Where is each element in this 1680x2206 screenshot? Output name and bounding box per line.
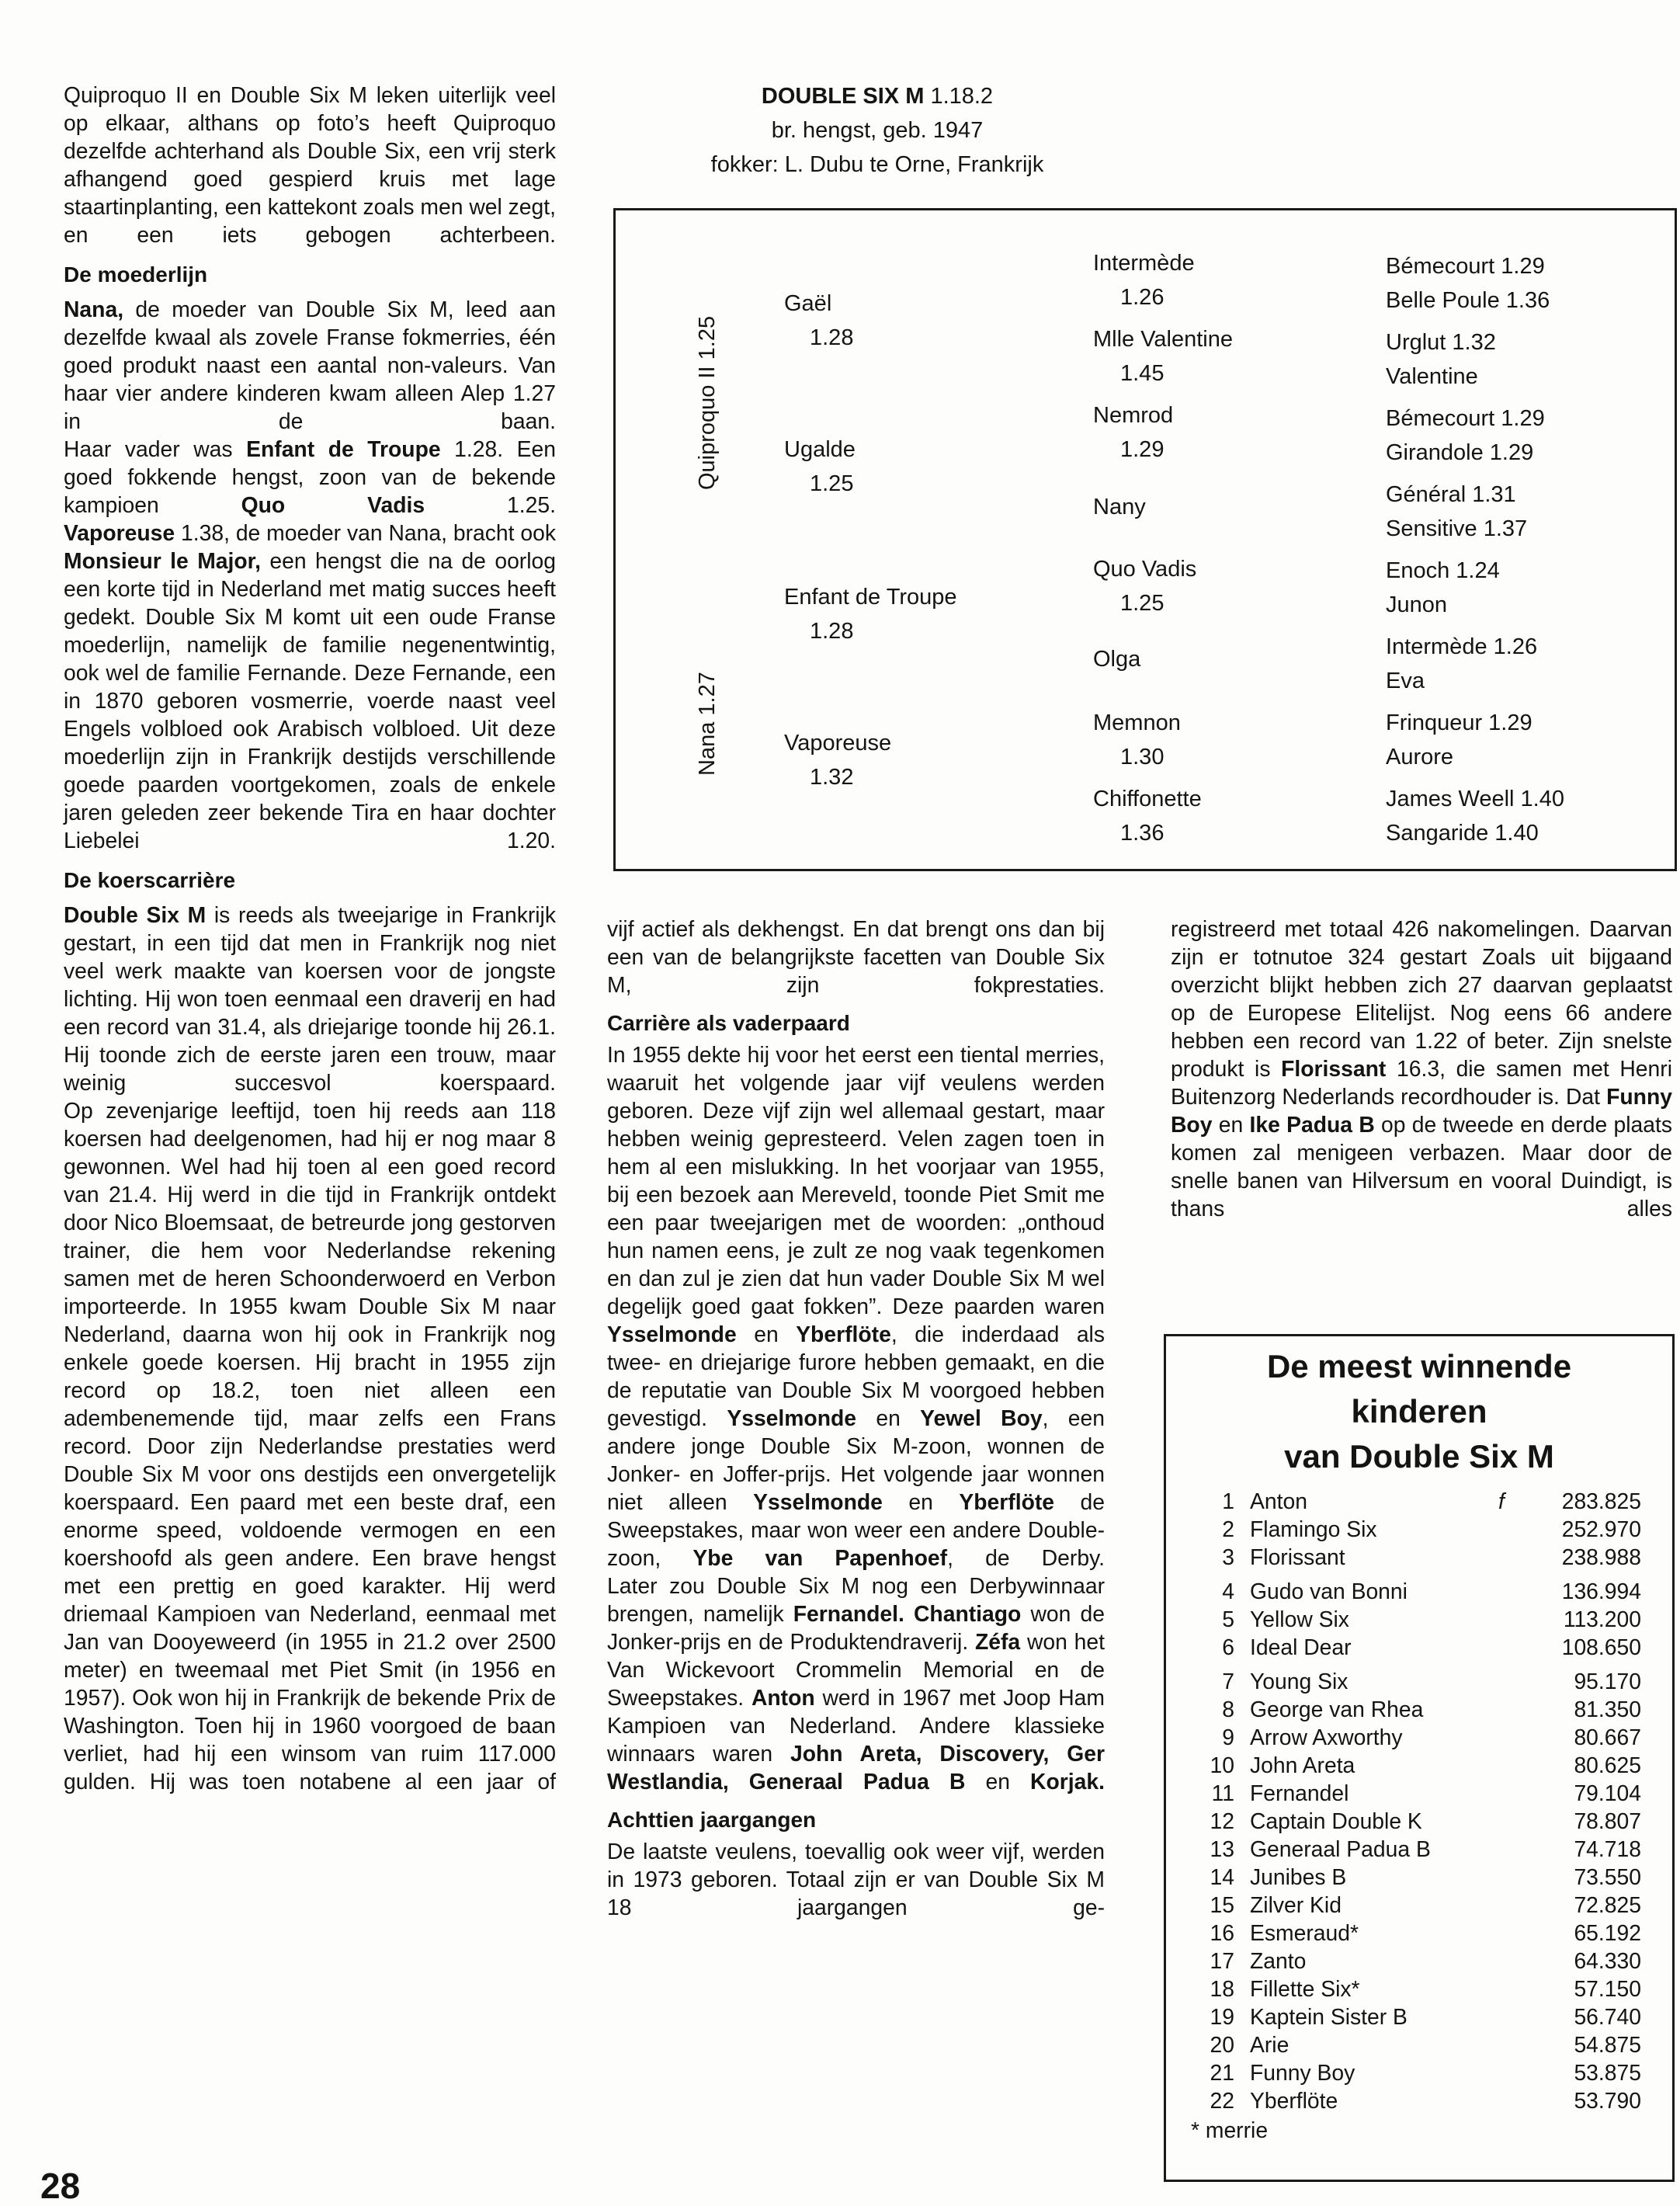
pedigree-entry: Général 1.31 bbox=[1386, 482, 1516, 507]
column-middle bbox=[607, 915, 1105, 1921]
earnings: 283.825 bbox=[1561, 1489, 1641, 1513]
table-row bbox=[1188, 1751, 1654, 1779]
pedigree-record: 1.25 bbox=[810, 471, 854, 496]
rank: 17 bbox=[1210, 1948, 1234, 1973]
horse-name: Generaal Padua B bbox=[1250, 1836, 1431, 1861]
pedigree-table bbox=[613, 208, 1677, 871]
section-heading: De koerscarrière bbox=[64, 868, 236, 892]
rank: 21 bbox=[1210, 2060, 1234, 2085]
sire-label: Quiproquo II 1.25 bbox=[695, 315, 720, 490]
earnings: 54.875 bbox=[1574, 2032, 1641, 2057]
paragraph: Quiproquo II en Double Six M leken uiterlijk veel op elkaar, althans op foto’s heeft Quiproquo dezelfde achterhand als Double Six, een vrij sterk afhangend goed gespierd kruis met lage staartinplanting, een kattekont zoals men wel zegt, en een iets gebogen achterbeen. bbox=[64, 82, 556, 247]
rank: 15 bbox=[1210, 1892, 1234, 1917]
rank: 12 bbox=[1210, 1808, 1234, 1833]
paragraph: registreerd met totaal 426 nakomelingen. Daarvan zijn er totnutoe 324 gestart Zoals uit bijgaand overzicht blijkt hebben zich 27 daarvan geplaatst op de Europese Elitelijst. Nog eens 66 andere hebben een record van 1.22 of beter. Zijn snelste produkt is Florissant 16.3, die samen met Henri Buitenzorg Nederlands recordhouder is. Dat Funny Boy en Ike Padua B op de tweede en derde plaats komen zal menigeen verbazen. Maar door de snelle banen van Hilversum en vooral Duindigt, is thans alles bbox=[1171, 916, 1672, 1221]
pedigree-entry: Intermède 1.26 bbox=[1386, 634, 1538, 659]
horse-title bbox=[613, 79, 1141, 113]
earnings: 80.625 bbox=[1574, 1753, 1641, 1777]
pedigree-record: 1.25 bbox=[1120, 591, 1165, 616]
rank: 10 bbox=[1210, 1753, 1234, 1777]
table-row bbox=[1188, 1779, 1654, 1807]
section-heading: De moederlijn bbox=[64, 262, 208, 287]
pedigree-entry: Eva bbox=[1386, 669, 1425, 693]
paragraph: In 1955 dekte hij voor het eerst een tiental merries, waaruit het volgende jaar vijf veulens werden geboren. Deze vijf zijn wel allemaal gestart, maar hebben weinig gepresteerd. Velen zagen toen in hem al een mislukking. In het voorjaar van 1955, bij een bezoek aan Mereveld, toonde Piet Smit me een paar tweejarigen met de woorden: „onthoud hun namen eens, je zult ze nog vaak tegenkomen en dan zul je zien dat hun vader Double Six M wel degelijk goed gaat fokken”. Deze paarden waren Ysselmonde en Yberflöte, die inderdaad als twee- en driejarige furore hebben gemaakt, en die de reputatie van Double Six M voorgoed hebben gevestigd. Ysselmonde en Yewel Boy, een andere jonge Double Six M-zoon, wonnen de Jonker- en Joffer-prijs. Het volgende jaar wonnen niet alleen Ysselmonde en Yberflöte de Sweepstakes, maar won weer een andere Double-zoon, Ybe van Papenhoef, de Derby. bbox=[607, 1042, 1106, 1570]
pedigree-entry: Bémecourt 1.29 bbox=[1386, 254, 1545, 279]
earnings: 113.200 bbox=[1563, 1607, 1641, 1631]
column-left bbox=[64, 81, 556, 1795]
pedigree-record: 1.28 bbox=[810, 619, 854, 644]
rank: 2 bbox=[1222, 1516, 1234, 1541]
table-row bbox=[1188, 1515, 1654, 1543]
pedigree-entry: Memnon bbox=[1093, 710, 1181, 735]
earnings: 57.150 bbox=[1574, 1976, 1641, 2001]
pedigree-entry: Enfant de Troupe bbox=[784, 585, 957, 610]
paragraph: De laatste veulens, toevallig ook weer vijf, werden in 1973 geboren. Totaal zijn er van Double Six M 18 jaargangen ge- bbox=[607, 1839, 1105, 1919]
horse-name: Flamingo Six bbox=[1250, 1516, 1377, 1541]
section-heading: Achttien jaargangen bbox=[607, 1808, 817, 1832]
horse-name: Florissant bbox=[1250, 1544, 1345, 1569]
column-right bbox=[1171, 915, 1672, 1222]
table-row bbox=[1188, 1723, 1654, 1751]
pedigree-entry: Bémecourt 1.29 bbox=[1386, 406, 1545, 431]
winners-table bbox=[1164, 1334, 1675, 2182]
pedigree-entry: Nemrod bbox=[1093, 403, 1174, 428]
pedigree-entry: Olga bbox=[1093, 647, 1141, 672]
table-row bbox=[1188, 1667, 1654, 1695]
page-number: 28 bbox=[40, 2166, 81, 2206]
table-row bbox=[1188, 1633, 1654, 1661]
earnings: 79.104 bbox=[1574, 1780, 1641, 1805]
pedigree-entry: Urglut 1.32 bbox=[1386, 330, 1496, 355]
pedigree-record: 1.36 bbox=[1120, 821, 1165, 846]
paragraph: Op zevenjarige leeftijd, toen hij reeds aan 118 koersen had deelgenomen, had hij er nog maar 8 gewonnen. Wel had hij toen al een goed record van 21.4. Hij werd in die tijd in Frankrijk ontdekt door Nico Bloemsaat, de betreurde jong gestorven trainer, die hem voor Nederlandse rekening samen met de heren Schoonderwoerd en Verbon importeerde. In 1955 kwam Double Six M naar Nederland, daarna won hij ook in Frankrijk nog enkele goede koersen. Hij bracht in 1955 zijn record op 18.2, toen niet alleen een adembenemende tijd, maar zelfs een Frans record. Door zijn Nederlandse prestaties werd Double Six M voor ons destijds een onvergetelijk koerspaard. Een paard met een beste draf, een enorme speed, voldoende vermogen en een koershoofd als geen andere. Een brave hengst met een prettig en goed karakter. Hij werd driemaal Kampioen van Nederland, eenmaal met Jan van Dooyeweerd (in 1955 in 21.2 over 2500 meter) en tweemaal met Piet Smit (in 1956 en 1957). Ook won hij in Frankrijk de bekende Prix de Washington. Toen hij in 1960 voorgoed de baan verliet, had hij een winsom van ruim 117.000 gulden. Hij was toen notabene al een jaar of bbox=[64, 1098, 556, 1794]
rank: 16 bbox=[1210, 1920, 1234, 1945]
table-row bbox=[1188, 2058, 1654, 2086]
paragraph: vijf actief als dekhengst. En dat brengt ons dan bij een van de belangrijkste facetten van Double Six M, zijn fokprestaties. bbox=[607, 916, 1105, 997]
pedigree-entry: Girandole 1.29 bbox=[1386, 440, 1534, 465]
horse-name: Kaptein Sister B bbox=[1250, 2004, 1408, 2029]
horse-name: Zilver Kid bbox=[1250, 1892, 1342, 1917]
paragraph: Double Six M is reeds als tweejarige in Frankrijk gestart, in een tijd dat men in Frankrijk nog niet veel werk maakte van koersen voor de jongste lichting. Hij won toen eenmaal een draverij en had een record van 31.4, als driejarige toonde hij 26.1. Hij toonde zich de eerste jaren een trouw, maar weinig succesvol koerspaard. bbox=[64, 902, 556, 1095]
table-row bbox=[1188, 1891, 1654, 1919]
rank: 4 bbox=[1222, 1579, 1234, 1603]
rank: 19 bbox=[1210, 2004, 1234, 2029]
pedigree-record: 1.30 bbox=[1120, 745, 1165, 769]
table-row bbox=[1188, 1975, 1654, 2003]
horse-name: Esmeraud* bbox=[1250, 1920, 1359, 1945]
paragraph: Nana, de moeder van Double Six M, leed aan dezelfde kwaal als zovele Franse fokmerries, één goed produkt naast een aantal non-valeurs. Van haar vier andere kinderen kwam alleen Alep 1.27 in de baan. bbox=[64, 297, 556, 433]
earnings: 81.350 bbox=[1574, 1697, 1641, 1721]
winners-list bbox=[1188, 1487, 1654, 2114]
rank: 13 bbox=[1210, 1836, 1234, 1861]
table-row bbox=[1188, 1835, 1654, 1863]
pedigree-entry: Sensitive 1.37 bbox=[1386, 516, 1528, 541]
section-heading: Carrière als vaderpaard bbox=[607, 1011, 850, 1035]
horse-name: Ideal Dear bbox=[1250, 1635, 1352, 1659]
paragraph: Vaporeuse 1.38, de moeder van Nana, bracht ook Monsieur le Major, een hengst die na de oorlog een korte tijd in Nederland met matig succes heeft gedekt. Double Six M komt uit een oude Franse moederlijn, namelijk de familie negenentwintig, ook wel de familie Fernande. Deze Fernande, een in 1870 geboren vosmerrie, voerde naast veel Engels volbloed ook Arabisch volbloed. Uit deze moederlijn zijn in Frankrijk destijds verschillende goede paarden voortgekomen, zoals de enkele jaren geleden zeer bekende Tira en haar dochter Liebelei 1.20. bbox=[64, 520, 556, 853]
rank: 11 bbox=[1211, 1780, 1234, 1805]
table-row bbox=[1188, 1577, 1654, 1605]
pedigree-record: 1.45 bbox=[1120, 361, 1165, 386]
earnings: 78.807 bbox=[1574, 1808, 1641, 1833]
pedigree-entry: Intermède bbox=[1093, 251, 1195, 276]
earnings: 238.988 bbox=[1561, 1544, 1641, 1569]
pedigree-entry: Belle Poule 1.36 bbox=[1386, 288, 1550, 313]
pedigree-entry: Mlle Valentine bbox=[1093, 327, 1234, 352]
pedigree-record: 1.29 bbox=[1120, 437, 1165, 462]
pedigree-entry: Quo Vadis bbox=[1093, 557, 1197, 582]
earnings: 53.875 bbox=[1574, 2060, 1641, 2085]
table-row bbox=[1188, 1605, 1654, 1633]
table-row bbox=[1188, 1695, 1654, 1723]
dam-label: Nana 1.27 bbox=[695, 672, 720, 776]
earnings: 56.740 bbox=[1574, 2004, 1641, 2029]
rank: 6 bbox=[1222, 1635, 1234, 1659]
horse-name: Anton bbox=[1250, 1489, 1307, 1513]
table-row bbox=[1188, 1487, 1654, 1515]
earnings: 73.550 bbox=[1574, 1864, 1641, 1889]
pedigree-entry: Nany bbox=[1093, 495, 1146, 519]
horse-description: br. hengst, geb. 1947 bbox=[771, 118, 984, 143]
earnings: 136.994 bbox=[1561, 1579, 1641, 1603]
horse-name: Junibes B bbox=[1250, 1864, 1347, 1889]
earnings: 95.170 bbox=[1574, 1669, 1641, 1694]
earnings: 72.825 bbox=[1574, 1892, 1641, 1917]
pedigree-entry: Chiffonette bbox=[1093, 787, 1202, 811]
rank: 1 bbox=[1222, 1489, 1234, 1513]
pedigree-entry: Vaporeuse bbox=[784, 731, 892, 756]
table-row bbox=[1188, 2003, 1654, 2031]
rank: 22 bbox=[1210, 2088, 1234, 2113]
rank: 5 bbox=[1222, 1607, 1234, 1631]
horse-name: Zanto bbox=[1250, 1948, 1307, 1973]
pedigree-record: 1.32 bbox=[810, 765, 854, 790]
horse-name: George van Rhea bbox=[1250, 1697, 1424, 1721]
earnings: 80.667 bbox=[1574, 1725, 1641, 1749]
horse-name: Gudo van Bonni bbox=[1250, 1579, 1408, 1603]
horse-name: John Areta bbox=[1250, 1753, 1355, 1777]
currency-symbol: f bbox=[1498, 1489, 1505, 1513]
rank: 18 bbox=[1210, 1976, 1234, 2001]
winners-title: De meest winnende kinderen van Double Six M bbox=[1266, 1348, 1572, 1475]
table-row bbox=[1188, 1543, 1654, 1571]
horse-name: Fillette Six* bbox=[1250, 1976, 1360, 2001]
pedigree-entry: Ugalde bbox=[784, 437, 856, 462]
table-row bbox=[1188, 1947, 1654, 1975]
horse-name: Yellow Six bbox=[1250, 1607, 1349, 1631]
earnings: 53.790 bbox=[1574, 2088, 1641, 2113]
pedigree-entry: James Weell 1.40 bbox=[1386, 787, 1564, 811]
rank: 7 bbox=[1222, 1669, 1234, 1694]
pedigree-entry: Enoch 1.24 bbox=[1386, 558, 1500, 583]
pedigree-entry: Gaël bbox=[784, 291, 832, 316]
rank: 9 bbox=[1222, 1725, 1234, 1749]
horse-name: Yberflöte bbox=[1250, 2088, 1338, 2113]
pedigree-entry: Frinqueur 1.29 bbox=[1386, 710, 1532, 735]
horse-record: 1.18.2 bbox=[930, 84, 994, 109]
paragraph: Later zou Double Six M nog een Derbywinnaar brengen, namelijk Fernandel. Chantiago won de Jonker-prijs en de Produktendraverij. Zéfa won het Van Wickevoort Crommelin Memorial en de Sweepstakes. Anton werd in 1967 met Joop Ham Kampioen van Nederland. Andere klassieke winnaars waren John Areta, Discovery, Ger Westlandia, Generaal Padua B en Korjak. bbox=[607, 1573, 1105, 1794]
horse-name: Arrow Axworthy bbox=[1250, 1725, 1403, 1749]
horse-name: Funny Boy bbox=[1250, 2060, 1355, 2085]
table-row bbox=[1188, 2031, 1654, 2058]
horse-name: Young Six bbox=[1250, 1669, 1349, 1694]
pedigree-heading bbox=[613, 79, 1141, 182]
table-row bbox=[1188, 2086, 1654, 2114]
earnings: 252.970 bbox=[1561, 1516, 1641, 1541]
pedigree-entry: Sangaride 1.40 bbox=[1386, 821, 1539, 846]
horse-name: Arie bbox=[1250, 2032, 1290, 2057]
pedigree-record: 1.26 bbox=[1120, 285, 1165, 310]
table-row bbox=[1188, 1919, 1654, 1947]
earnings: 108.650 bbox=[1561, 1635, 1641, 1659]
pedigree-entry: Junon bbox=[1386, 592, 1448, 617]
breeder: fokker: L. Dubu te Orne, Frankrijk bbox=[710, 152, 1044, 177]
rank: 3 bbox=[1222, 1544, 1234, 1569]
horse-name: DOUBLE SIX M bbox=[761, 84, 925, 109]
earnings: 64.330 bbox=[1574, 1948, 1641, 1973]
pedigree-entry: Aurore bbox=[1386, 745, 1454, 769]
horse-name: Fernandel bbox=[1250, 1780, 1349, 1805]
table-row bbox=[1188, 1807, 1654, 1835]
rank: 8 bbox=[1222, 1697, 1234, 1721]
footnote: * merrie bbox=[1191, 2117, 1269, 2142]
rank: 20 bbox=[1210, 2032, 1234, 2057]
earnings: 65.192 bbox=[1574, 1920, 1641, 1945]
rank: 14 bbox=[1210, 1864, 1234, 1889]
earnings: 74.718 bbox=[1574, 1836, 1641, 1861]
horse-name: Captain Double K bbox=[1250, 1808, 1422, 1833]
table-row bbox=[1188, 1863, 1654, 1891]
pedigree-entry: Valentine bbox=[1386, 364, 1478, 389]
pedigree-record: 1.28 bbox=[810, 325, 854, 350]
paragraph: Haar vader was Enfant de Troupe 1.28. Een goed fokkende hengst, zoon van de bekende kampioen Quo Vadis 1.25. bbox=[64, 436, 556, 517]
